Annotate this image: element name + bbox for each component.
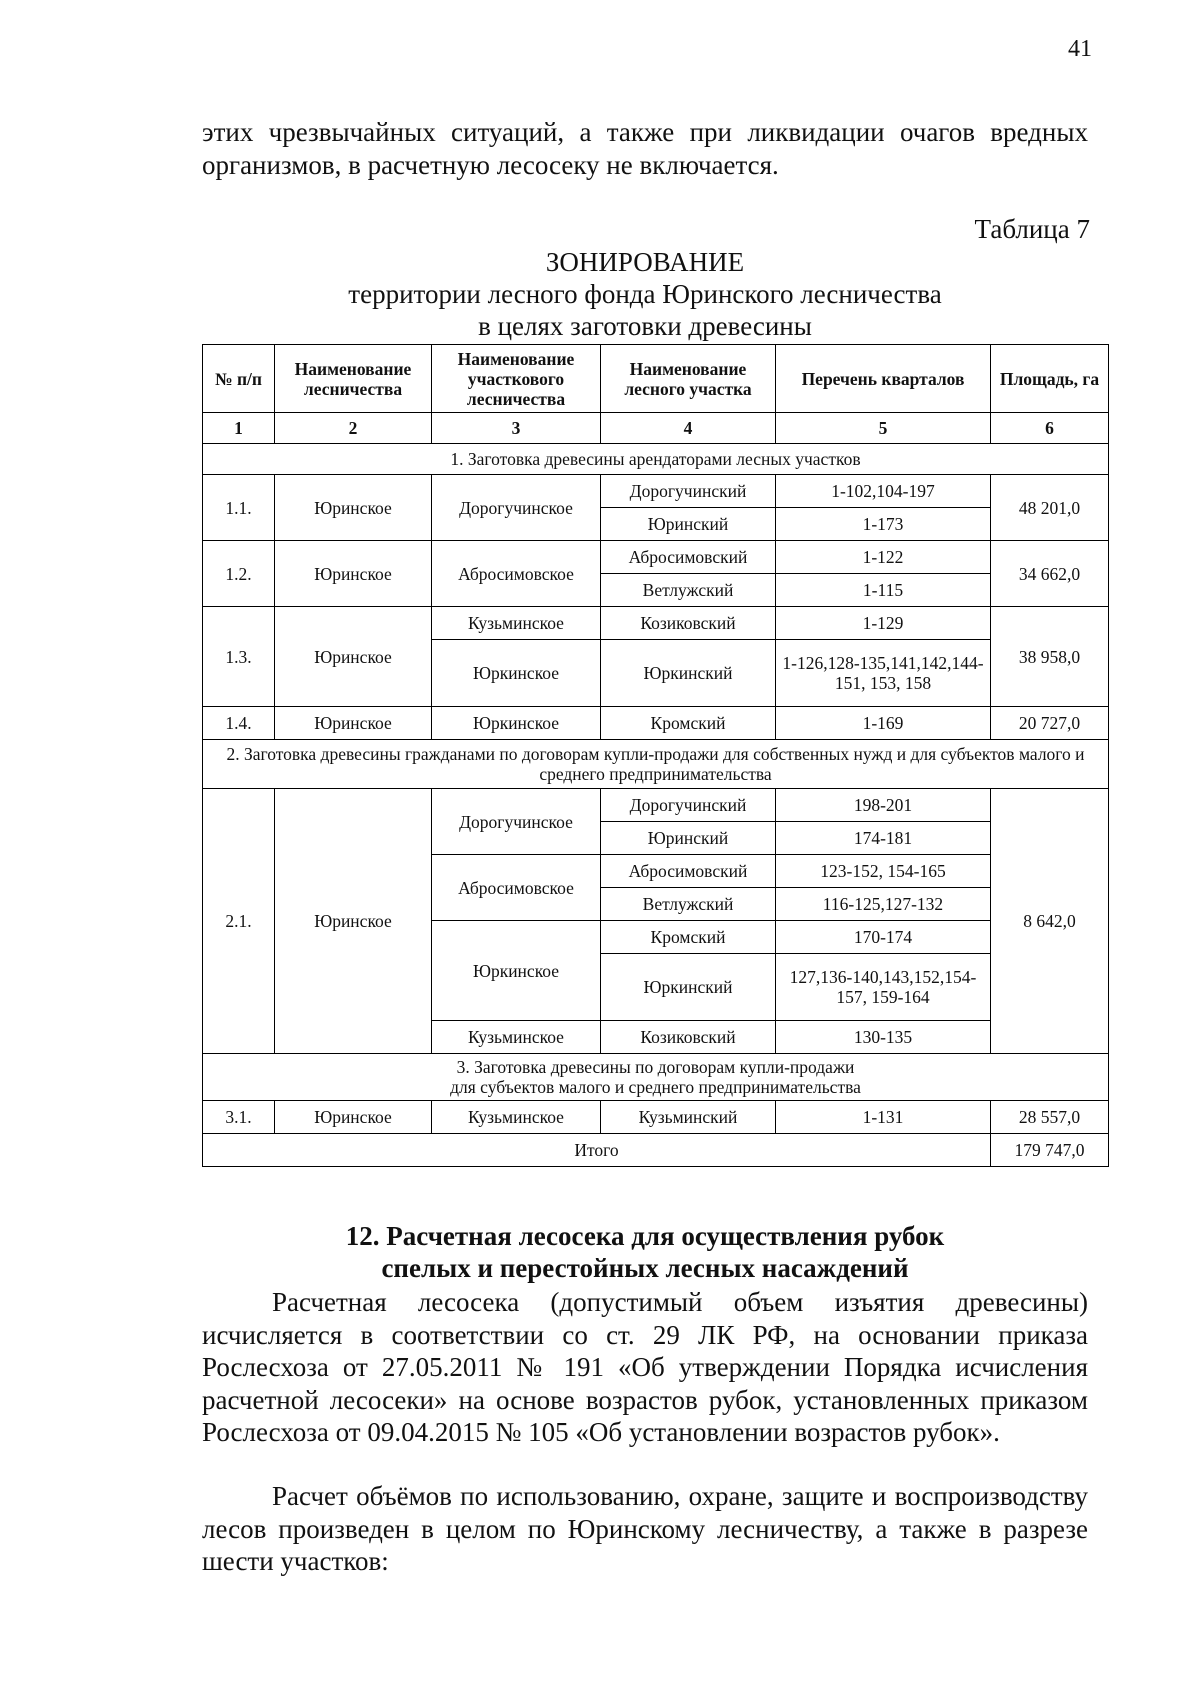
total-row — [203, 1134, 1109, 1167]
forestry-name: Юринское — [275, 541, 432, 607]
district-name: Кузьминское — [432, 607, 601, 640]
quarters: 174-181 — [776, 822, 991, 855]
district-name: Дорогучинское — [432, 475, 601, 541]
table-row — [203, 707, 1109, 740]
plot-name: Ветлужский — [601, 574, 776, 607]
row-number: 3.1. — [203, 1101, 275, 1134]
forestry-name: Юринское — [275, 1101, 432, 1134]
area-value: 34 662,0 — [991, 541, 1109, 607]
quarters: 1-173 — [776, 508, 991, 541]
plot-name: Козиковский — [601, 1021, 776, 1054]
section-2-title: 2. Заготовка древесины гражданами по договорам купли-продажи для собственных нужд и для субъектов малого и среднего предпринимательства — [203, 740, 1109, 789]
row-number: 1.2. — [203, 541, 275, 607]
district-name: Юркинское — [432, 640, 601, 707]
quarters: 127,136-140,143,152,154-157, 159-164 — [776, 954, 991, 1021]
section-row — [203, 444, 1109, 475]
section-row — [203, 740, 1109, 789]
district-name: Абросимовское — [432, 541, 601, 607]
district-name: Юркинское — [432, 921, 601, 1021]
plot-name: Юркинский — [601, 640, 776, 707]
area-value: 20 727,0 — [991, 707, 1109, 740]
section-heading-line2: спелых и перестойных лесных насаждений — [381, 1253, 909, 1283]
table-title-line2: территории лесного фонда Юринского лесничества — [348, 279, 942, 309]
table-row — [203, 475, 1109, 508]
quarters: 1-126,128-135,141,142,144-151, 153, 158 — [776, 640, 991, 707]
plot-name: Кромский — [601, 921, 776, 954]
plot-name: Юркинский — [601, 954, 776, 1021]
section-row — [203, 1054, 1109, 1101]
plot-name: Кузьминский — [601, 1101, 776, 1134]
plot-name: Ветлужский — [601, 888, 776, 921]
column-number: 4 — [601, 413, 776, 444]
page-number: 41 — [1068, 36, 1092, 62]
section-3-line2: для субъектов малого и среднего предпринимательства — [450, 1077, 861, 1097]
district-name: Юркинское — [432, 707, 601, 740]
district-name: Кузьминское — [432, 1021, 601, 1054]
column-number: 3 — [432, 413, 601, 444]
row-number: 1.3. — [203, 607, 275, 707]
quarters: 1-102,104-197 — [776, 475, 991, 508]
table-row — [203, 789, 1109, 822]
table-title-line1: ЗОНИРОВАНИЕ — [545, 247, 745, 277]
table-title-line3: в целях заготовки древесины — [478, 311, 812, 341]
quarters: 1-131 — [776, 1101, 991, 1134]
district-name: Кузьминское — [432, 1101, 601, 1134]
district-name: Дорогучинское — [432, 789, 601, 855]
quarters: 116-125,127-132 — [776, 888, 991, 921]
section-3-title — [203, 1054, 1109, 1101]
total-area: 179 747,0 — [991, 1134, 1109, 1167]
body-paragraph-1: Расчетная лесосека (допустимый объем изъятия древесины) исчисляется в соответствии со ст. 29 ЛК РФ, на основании приказа Рослесхоза от 27.05.2011 № 191 «Об утверждении Порядка исчисления расчетной лесосеки» на основе возрастов рубок, установленных приказом Рослесхоза от 09.04.2015 № 105 «Об установлении возрастов рубок». — [202, 1287, 1088, 1447]
plot-name: Дорогучинский — [601, 789, 776, 822]
column-number: 6 — [991, 413, 1109, 444]
quarters: 130-135 — [776, 1021, 991, 1054]
header-forest-plot: Наименование лесного участка — [601, 345, 776, 413]
section-3-line1: 3. Заготовка древесины по договорам купли-продажи — [456, 1057, 855, 1077]
row-number: 2.1. — [203, 789, 275, 1054]
plot-name: Кромский — [601, 707, 776, 740]
header-district-forestry: Наименование участкового лесничества — [432, 345, 601, 413]
quarters: 198-201 — [776, 789, 991, 822]
header-number: № п/п — [203, 345, 275, 413]
plot-name: Абросимовский — [601, 541, 776, 574]
column-number-row — [203, 413, 1109, 444]
plot-name: Юринский — [601, 822, 776, 855]
quarters: 1-169 — [776, 707, 991, 740]
zoning-table — [202, 344, 1109, 1167]
plot-name: Абросимовский — [601, 855, 776, 888]
district-name: Абросимовское — [432, 855, 601, 921]
header-area: Площадь, га — [991, 345, 1109, 413]
table-row — [203, 541, 1109, 574]
row-number: 1.4. — [203, 707, 275, 740]
column-number: 5 — [776, 413, 991, 444]
area-value: 48 201,0 — [991, 475, 1109, 541]
plot-name: Юринский — [601, 508, 776, 541]
section-heading-line1: 12. Расчетная лесосека для осуществления рубок — [345, 1221, 945, 1251]
plot-name: Козиковский — [601, 607, 776, 640]
total-label: Итого — [203, 1134, 991, 1167]
forestry-name: Юринское — [275, 789, 432, 1054]
forestry-name: Юринское — [275, 475, 432, 541]
row-number: 1.1. — [203, 475, 275, 541]
area-value: 8 642,0 — [991, 789, 1109, 1054]
intro-paragraph: этих чрезвычайных ситуаций, а также при ликвидации очагов вредных организмов, в расчетную лесосеку не включается. — [202, 117, 1088, 180]
header-quarters: Перечень кварталов — [776, 345, 991, 413]
table-header-row — [203, 345, 1109, 413]
table-row — [203, 607, 1109, 640]
header-forestry: Наименование лесничества — [275, 345, 432, 413]
forestry-name: Юринское — [275, 607, 432, 707]
area-value: 28 557,0 — [991, 1101, 1109, 1134]
table-caption: Таблица 7 — [974, 214, 1090, 244]
table-title — [202, 246, 1088, 342]
quarters: 1-122 — [776, 541, 991, 574]
column-number: 2 — [275, 413, 432, 444]
section-heading — [202, 1220, 1088, 1284]
body-paragraph-2: Расчет объёмов по использованию, охране, защите и воспроизводству лесов произведен в целом по Юринскому лесничеству, а также в разрезе шести участков: — [202, 1481, 1088, 1576]
table-row — [203, 1101, 1109, 1134]
quarters: 170-174 — [776, 921, 991, 954]
column-number: 1 — [203, 413, 275, 444]
plot-name: Дорогучинский — [601, 475, 776, 508]
section-1-title: 1. Заготовка древесины арендаторами лесных участков — [203, 444, 1109, 475]
quarters: 1-115 — [776, 574, 991, 607]
quarters: 1-129 — [776, 607, 991, 640]
quarters: 123-152, 154-165 — [776, 855, 991, 888]
forestry-name: Юринское — [275, 707, 432, 740]
area-value: 38 958,0 — [991, 607, 1109, 707]
